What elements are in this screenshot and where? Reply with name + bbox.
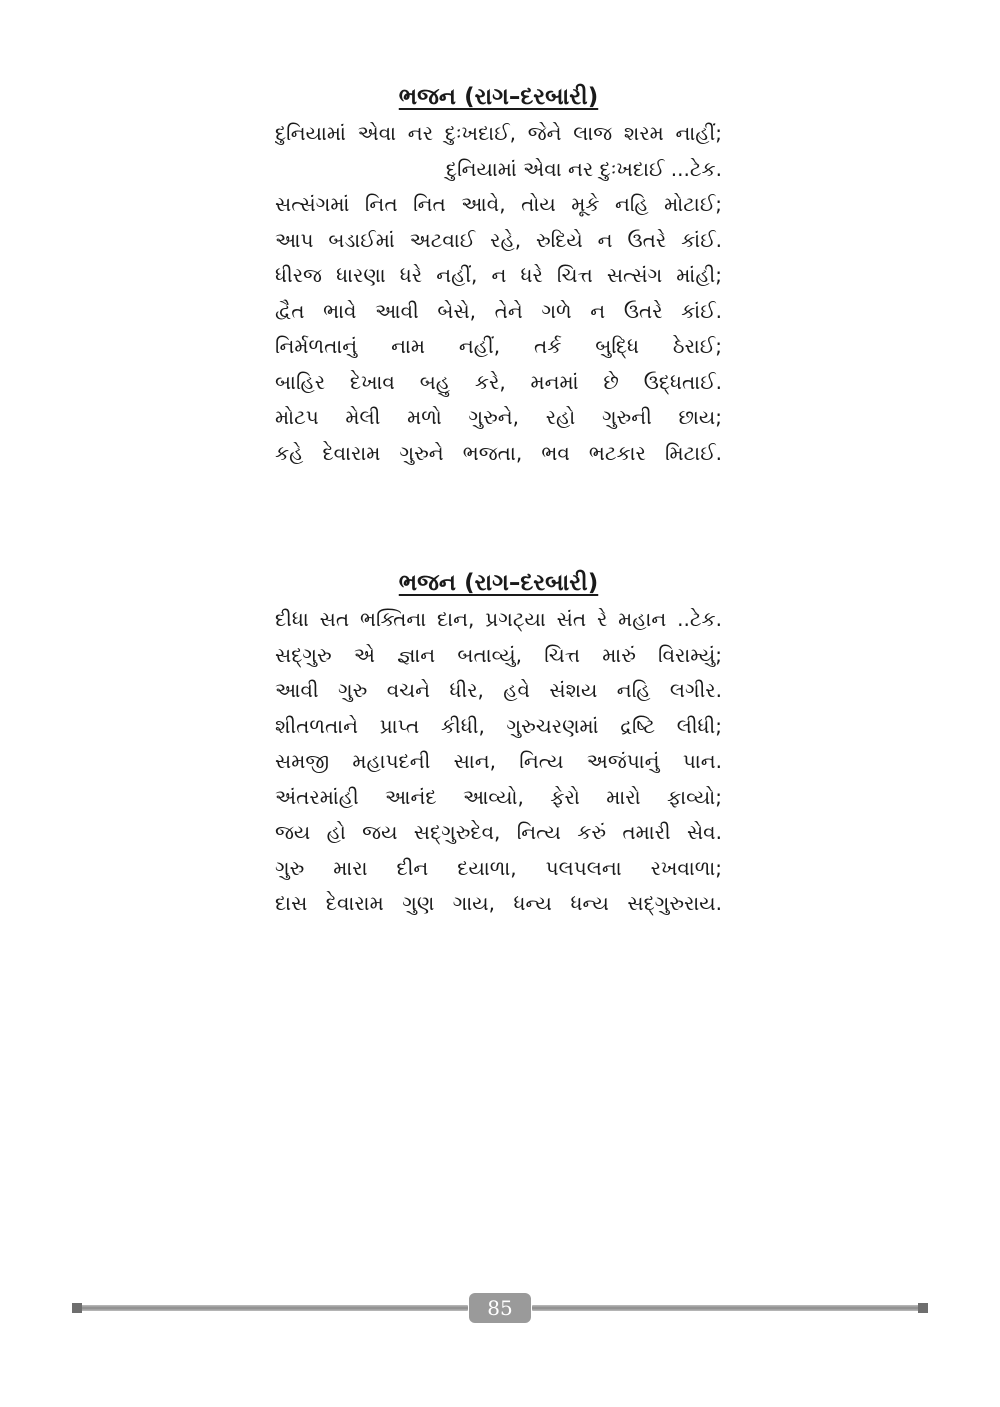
verse-line: સમજી મહાપદની સાન, નિત્ય અજંપાનું પાન. xyxy=(275,749,722,773)
verse-line: દીધા સત ભક્તિના દાન, પ્રગટ્યા સંત રે મહાન ..ટેક. xyxy=(275,607,722,631)
section-heading: ભજન (રાગ–દરબારી) xyxy=(398,570,599,596)
verse-line: સત્સંગમાં નિત નિત આવે, તોય મૂકે નહિ મોટાઈ; xyxy=(275,192,722,216)
verse-line: અંતરમાંહી આનંદ આવ્યો, ફેરો મારો ફાવ્યો; xyxy=(275,784,722,809)
verse-list xyxy=(275,602,722,922)
footer-rule-left xyxy=(72,1305,468,1311)
footer-rule-cap-left xyxy=(72,1303,82,1313)
verse-line: દ્વૈત ભાવે આવી બેસે, તેને ગળે ન ઉતરે કાંઈ. xyxy=(275,298,722,323)
verse-line: આવી ગુરુ વચને ધીર, હવે સંશય નહિ લગીર. xyxy=(275,678,722,702)
verse-line: મોટપ મેલી મળો ગુરુને, રહો ગુરુની છાય; xyxy=(275,405,722,429)
page-number: 85 xyxy=(469,1293,531,1323)
verse-line: બાહિર દેખાવ બહુ કરે, મનમાં છે ઉદ્ધતાઈ. xyxy=(275,369,722,394)
verse-line: નિર્મળતાનું નામ નહીં, તર્ક બુદ્ધિ ઠેરાઈ; xyxy=(275,334,722,358)
verse-line: જય હો જય સદ્ગુરુદેવ, નિત્ય કરું તમારી સેવ. xyxy=(275,820,722,844)
verse-line-refrain: દુનિયામાં એવા નર દુઃખદાઈ ...ટેક. xyxy=(445,156,722,181)
verse-line: દાસ દેવારામ ગુણ ગાય, ધન્ય ધન્ય સદ્ગુરુરાય. xyxy=(275,891,722,915)
verse-line: ગુરુ મારા દીન દયાળા, પલપલના રખવાળા; xyxy=(275,855,722,880)
section-heading: ભજન (રાગ–દરબારી) xyxy=(398,84,599,110)
footer-rule-right xyxy=(532,1305,928,1311)
verse-line: દુનિયામાં એવા નર દુઃખદાઈ, જેને લાજ શરમ નાહીં; xyxy=(275,121,722,145)
verse-line: ધીરજ ધારણા ધરે નહીં, ન ધરે ચિત્ત સત્સંગ માંહી; xyxy=(275,263,722,287)
footer-rule-cap-right xyxy=(918,1303,928,1313)
page-footer xyxy=(72,1293,928,1323)
verse-list xyxy=(275,116,722,471)
verse-line: શીતળતાને પ્રાપ્ત કીધી, ગુરુચરણમાં દ્રષ્ટિ લીધી; xyxy=(275,713,722,738)
bhajan-section-2 xyxy=(275,568,722,922)
verse-line: આપ બડાઈમાં અટવાઈ રહે, રુદિયે ન ઉતરે કાંઈ. xyxy=(275,227,722,252)
verse-line: કહે દેવારામ ગુરુને ભજતા, ભવ ભટકાર મિટાઈ. xyxy=(275,440,722,465)
verse-line: સદ્ગુરુ એ જ્ઞાન બતાવ્યું, ચિત્ત મારું વિરામ્યું; xyxy=(275,642,722,667)
bhajan-section-1 xyxy=(275,82,722,471)
